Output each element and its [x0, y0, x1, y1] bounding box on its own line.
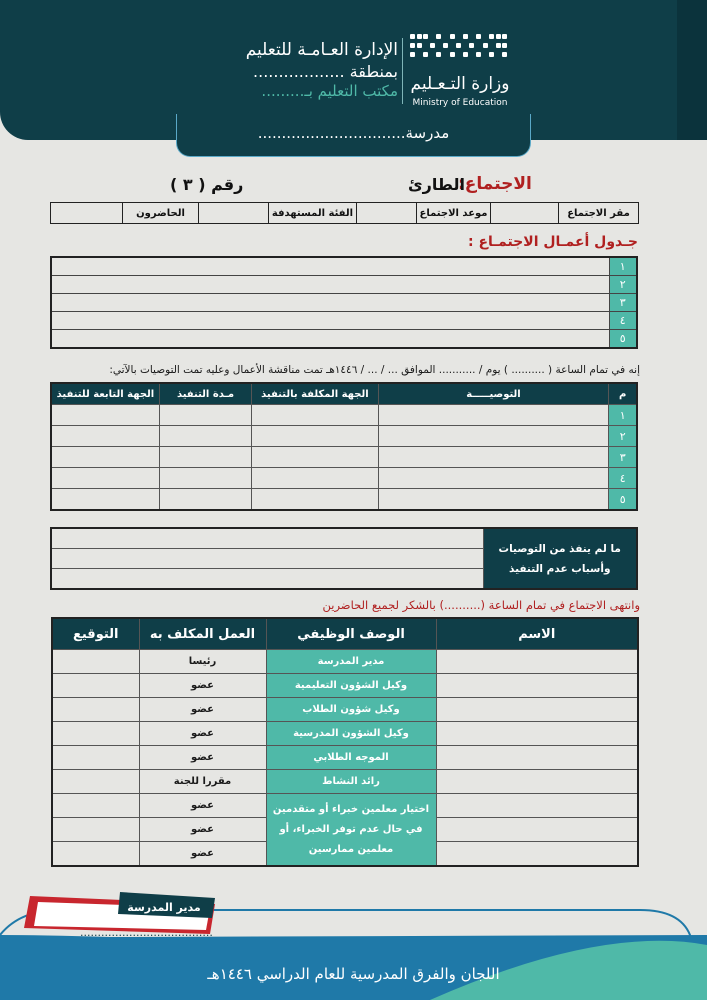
recommendations-table	[50, 382, 638, 511]
att-header-signature: التوقيع	[52, 618, 139, 650]
att-signature-field[interactable]	[52, 770, 139, 794]
logo-dot	[423, 34, 428, 39]
att-signature-field[interactable]	[52, 650, 139, 674]
agenda-row-number: ٥	[609, 330, 637, 349]
logo-dot	[443, 43, 448, 48]
logo-dot	[476, 52, 481, 57]
att-signature-field[interactable]	[52, 746, 139, 770]
agenda-item-field[interactable]	[51, 257, 609, 276]
meta-attendees-label: الحاضرون	[123, 203, 199, 224]
table-row	[51, 447, 637, 468]
att-name-field[interactable]	[436, 842, 638, 867]
logo-dot	[410, 34, 415, 39]
director-label: مدير المدرسة	[127, 901, 201, 914]
agenda-item-field[interactable]	[51, 312, 609, 330]
logo-dot	[469, 43, 474, 48]
att-task: مقررا للجنة	[139, 770, 266, 794]
logo-dot	[496, 34, 501, 39]
rec-cell[interactable]	[252, 447, 378, 468]
att-task: عضو	[139, 674, 266, 698]
att-name-field[interactable]	[436, 794, 638, 818]
logo-dot	[430, 43, 435, 48]
table-row	[52, 698, 638, 722]
agenda-title: جـدول أعمـال الاجتمـاع :	[468, 234, 638, 250]
rec-header-responsible: الجهة المكلفة بالتنفيذ	[252, 383, 378, 405]
meta-time-value[interactable]	[357, 203, 417, 224]
rec-cell[interactable]	[51, 468, 159, 489]
logo-dot	[450, 34, 455, 39]
att-signature-field[interactable]	[52, 674, 139, 698]
att-role: مدير المدرسة	[266, 650, 436, 674]
logo-dot	[463, 34, 468, 39]
rec-header-duration: مـدة التنفيذ	[159, 383, 251, 405]
table-row	[51, 426, 637, 447]
att-signature-field[interactable]	[52, 794, 139, 818]
logo-dot	[489, 52, 494, 57]
unimplemented-field[interactable]	[51, 569, 483, 590]
rec-row-number: ٣	[609, 447, 637, 468]
logo-dot	[502, 52, 507, 57]
att-role: وكيل الشؤون التعليمية	[266, 674, 436, 698]
rec-cell[interactable]	[378, 405, 609, 426]
meta-target-label: الفئة المستهدفة	[269, 203, 357, 224]
att-task: عضو	[139, 722, 266, 746]
rec-cell[interactable]	[159, 405, 251, 426]
rec-row-number: ٤	[609, 468, 637, 489]
rec-row-number: ١	[609, 405, 637, 426]
logo-dot	[456, 43, 461, 48]
logo-dot	[476, 34, 481, 39]
rec-cell[interactable]	[252, 426, 378, 447]
meeting-number: رقم ( ٣ )	[170, 175, 244, 194]
ministry-name-ar: وزارة التـعـليم	[410, 74, 510, 94]
admin-line-2: بمنطقة ..................	[253, 62, 398, 81]
agenda-item-field[interactable]	[51, 294, 609, 312]
closing-statement: وانتهى الاجتماع في تمام الساعة (..........) بالشكر لجميع الحاضرين	[322, 598, 640, 612]
ministry-name-en: Ministry of Education	[412, 98, 508, 108]
header-divider	[402, 38, 403, 104]
table-row	[52, 650, 638, 674]
att-header-name: الاسم	[436, 618, 638, 650]
meta-attendees-value[interactable]	[51, 203, 123, 224]
rec-header-index: م	[609, 383, 637, 405]
meta-venue-label: مقر الاجتماع	[559, 203, 639, 224]
logo-dot	[436, 52, 441, 57]
logo-dot	[496, 43, 501, 48]
rec-header-follower: الجهة التابعة للتنفيذ	[51, 383, 159, 405]
att-role-merged-note: اختيار معلمين خبراء أو متقدمين في حال عدم توفر الخبراء، أو معلمين ممارسين	[266, 794, 436, 867]
meeting-type: الطارئ	[408, 175, 465, 194]
meta-target-value[interactable]	[199, 203, 269, 224]
table-row	[52, 674, 638, 698]
rec-cell[interactable]	[252, 468, 378, 489]
agenda-row	[51, 294, 637, 312]
meta-venue-value[interactable]	[491, 203, 559, 224]
logo-dot	[450, 52, 455, 57]
rec-row-number: ٢	[609, 426, 637, 447]
att-role: الموجه الطلابي	[266, 746, 436, 770]
rec-cell[interactable]	[51, 426, 159, 447]
rec-cell[interactable]	[51, 447, 159, 468]
rec-cell[interactable]	[378, 468, 609, 489]
agenda-row-number: ٢	[609, 276, 637, 294]
meeting-meta-table	[50, 202, 639, 224]
rec-cell[interactable]	[159, 489, 251, 511]
att-name-field[interactable]	[436, 770, 638, 794]
agenda-row-number: ١	[609, 257, 637, 276]
admin-line-1: الإدارة العـامـة للتعليم	[245, 40, 398, 60]
att-signature-field[interactable]	[52, 698, 139, 722]
school-name-box	[176, 114, 531, 157]
att-role: وكيل شؤون الطلاب	[266, 698, 436, 722]
att-header-role: الوصف الوظيفي	[266, 618, 436, 650]
att-name-field[interactable]	[436, 722, 638, 746]
logo-dot	[410, 52, 415, 57]
ministry-logo-icon	[410, 34, 510, 64]
logo-dot	[436, 34, 441, 39]
rec-cell[interactable]	[159, 426, 251, 447]
logo-dot	[417, 43, 422, 48]
logo-dot	[463, 52, 468, 57]
logo-dot	[489, 34, 494, 39]
logo-dot	[483, 43, 488, 48]
att-name-field[interactable]	[436, 674, 638, 698]
agenda-item-field[interactable]	[51, 330, 609, 349]
table-row	[52, 722, 638, 746]
logo-dot	[417, 34, 422, 39]
att-name-field[interactable]	[436, 650, 638, 674]
rec-cell[interactable]	[159, 447, 251, 468]
logo-dot	[423, 52, 428, 57]
att-task: عضو	[139, 842, 266, 867]
rec-cell[interactable]	[252, 405, 378, 426]
agenda-row	[51, 312, 637, 330]
att-role: رائد النشاط	[266, 770, 436, 794]
agenda-item-field[interactable]	[51, 276, 609, 294]
att-task: عضو	[139, 818, 266, 842]
footer-title: اللجان والفرق المدرسية للعام الدراسي ١٤٤٦هـ	[207, 965, 500, 983]
logo-dot	[502, 34, 507, 39]
header-edge	[677, 0, 707, 140]
agenda-row	[51, 276, 637, 294]
rec-header-recommendation: التوصيـــــة	[378, 383, 609, 405]
att-header-task: العمل المكلف به	[139, 618, 266, 650]
rec-row-number: ٥	[609, 489, 637, 511]
unimplemented-label	[483, 528, 637, 589]
unimplemented-label-line2: وأسباب عدم التنفيذ	[509, 562, 611, 575]
director-signature-line: ......................................	[80, 926, 213, 939]
table-row	[52, 794, 638, 818]
meta-time-label: موعد الاجتماع	[417, 203, 491, 224]
rec-cell[interactable]	[51, 405, 159, 426]
table-row	[51, 489, 637, 511]
agenda-row	[51, 257, 637, 276]
agenda-row-number: ٣	[609, 294, 637, 312]
admin-line-3: مكتب التعليم بـ.........	[261, 82, 398, 100]
director-ribbon	[20, 888, 220, 950]
attendance-table	[51, 617, 639, 867]
agenda-row-number: ٤	[609, 312, 637, 330]
unimplemented-label-line1: ما لم ينفذ من التوصيات	[498, 542, 621, 555]
agenda-row	[51, 330, 637, 349]
rec-cell[interactable]	[378, 426, 609, 447]
table-row	[51, 405, 637, 426]
rec-cell[interactable]	[378, 447, 609, 468]
att-name-field[interactable]	[436, 818, 638, 842]
unimplemented-field[interactable]	[51, 528, 483, 549]
att-signature-field[interactable]	[52, 818, 139, 842]
unimplemented-field[interactable]	[51, 549, 483, 569]
att-task: عضو	[139, 794, 266, 818]
school-name: مدرسة...............................	[257, 124, 450, 142]
table-row	[52, 746, 638, 770]
att-task: عضو	[139, 698, 266, 722]
unimplemented-table	[50, 527, 638, 590]
table-row	[51, 468, 637, 489]
rec-cell[interactable]	[51, 489, 159, 511]
rec-cell[interactable]	[252, 489, 378, 511]
att-task: رئيسا	[139, 650, 266, 674]
rec-cell[interactable]	[378, 489, 609, 511]
rec-cell[interactable]	[159, 468, 251, 489]
logo-dot	[502, 43, 507, 48]
att-signature-field[interactable]	[52, 722, 139, 746]
recommendations-intro: إنه في تمام الساعة ( .......... ) يوم / ........... الموافق ... / ... / ١٤٤٦هـ تمت مناقشة الأعمال وعليه تمت التوصيات بالآتي:	[109, 364, 640, 376]
att-signature-field[interactable]	[52, 842, 139, 867]
att-role: وكيل الشؤون المدرسية	[266, 722, 436, 746]
att-name-field[interactable]	[436, 698, 638, 722]
table-row	[52, 770, 638, 794]
agenda-table	[50, 256, 638, 349]
att-task: عضو	[139, 746, 266, 770]
att-name-field[interactable]	[436, 746, 638, 770]
meeting-label: الاجتماع:	[458, 174, 532, 194]
logo-dot	[410, 43, 415, 48]
